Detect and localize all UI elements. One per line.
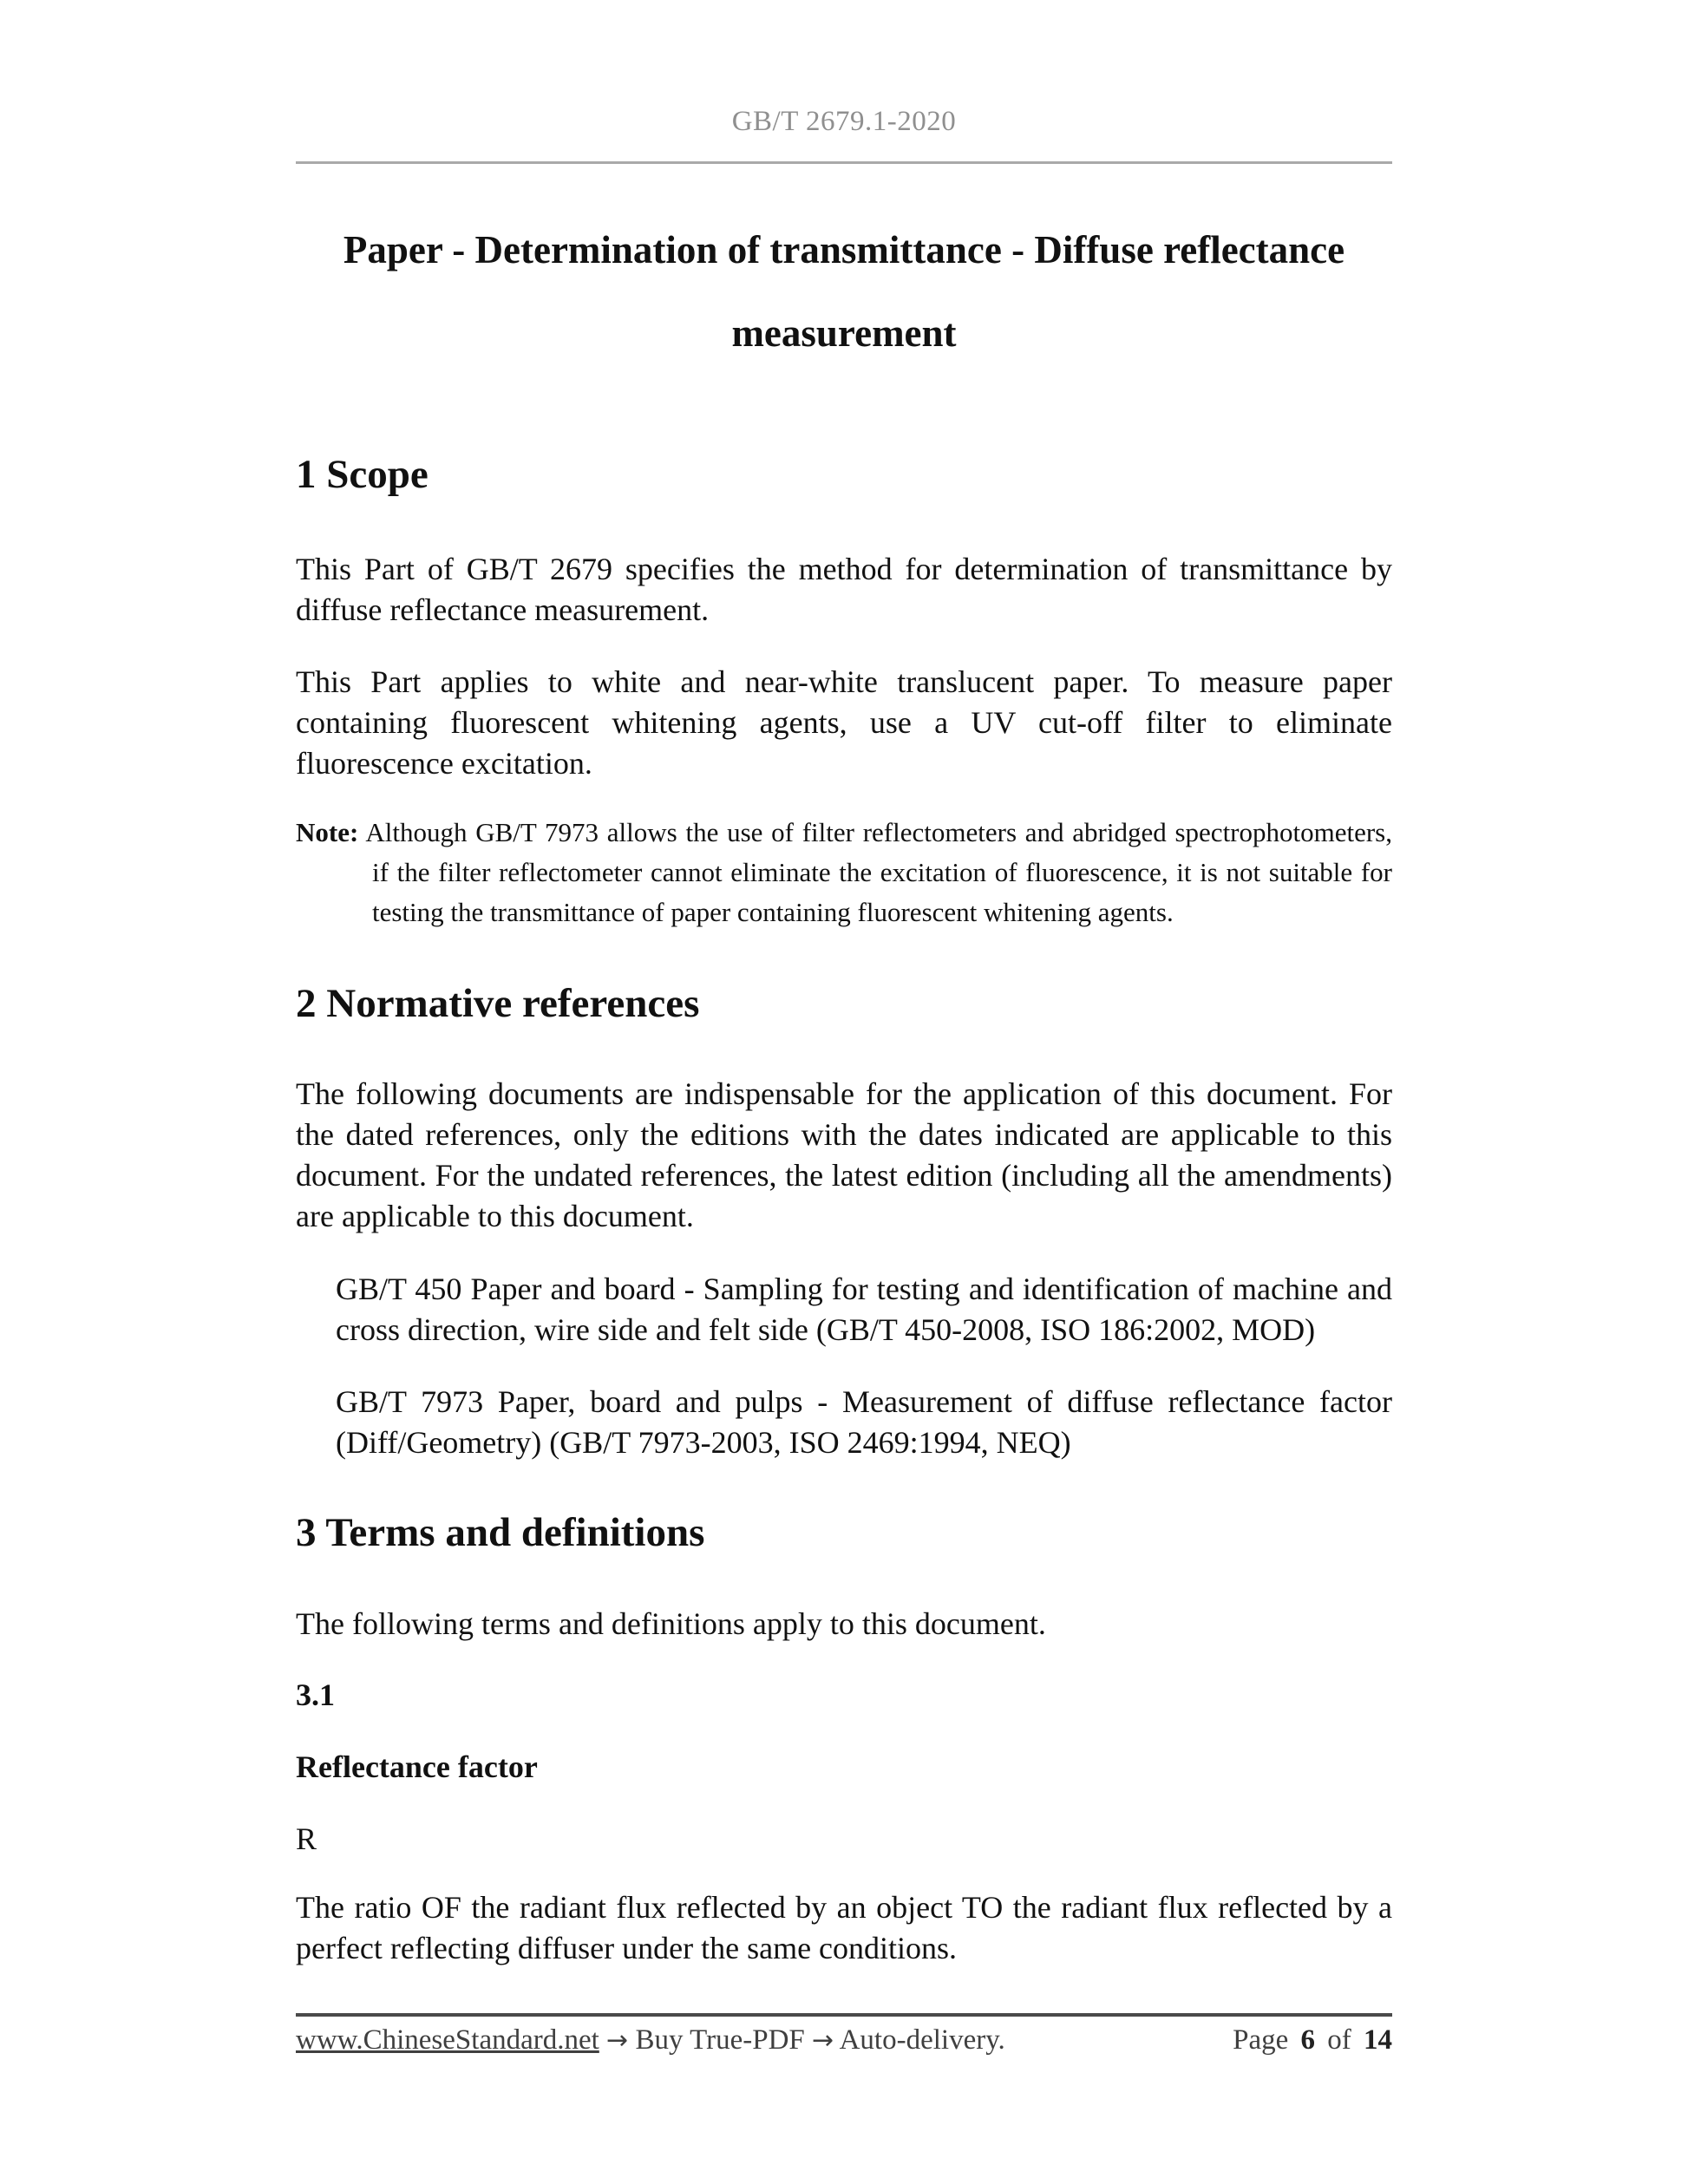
section-heading-normative-references: 2 Normative references xyxy=(296,981,700,1026)
normative-paragraph: The following documents are indispensable for the application of this document. For the dated references, only the editions with the dates indicated are applicable to this document. For the undated references, the latest edition (including all the amendments) are applicable to this document. xyxy=(296,1076,1392,1233)
scope-note xyxy=(296,813,1392,932)
footer-buy-text: Buy True-PDF xyxy=(635,2024,805,2056)
footer-page-indicator xyxy=(1233,2024,1392,2056)
terms-intro: The following terms and definitions apply to this document. xyxy=(296,1606,1046,1641)
arrow-right-icon: → xyxy=(812,2025,834,2056)
page-word: Page xyxy=(1233,2024,1289,2056)
note-label: Note: xyxy=(296,817,359,847)
footer-left xyxy=(296,2024,1005,2056)
footer xyxy=(296,2024,1392,2056)
header-rule xyxy=(296,161,1392,164)
page-total: 14 xyxy=(1364,2024,1392,2056)
document-title: Paper - Determination of transmittance - Diffuse reflectance measurement xyxy=(343,228,1345,355)
of-word: of xyxy=(1327,2024,1351,2056)
header-doc-number: GB/T 2679.1-2020 xyxy=(731,106,957,137)
footer-delivery-text: Auto-delivery. xyxy=(839,2024,1005,2056)
page-content xyxy=(296,0,1392,2184)
section-heading-scope: 1 Scope xyxy=(296,452,429,497)
term-name: Reflectance factor xyxy=(296,1749,538,1784)
term-symbol: R xyxy=(296,1821,317,1856)
scope-paragraph-1: This Part of GB/T 2679 specifies the method for determination of transmittance by diffuse reflectance measurement. xyxy=(296,552,1392,627)
normative-reference-1: GB/T 450 Paper and board - Sampling for testing and identification of machine and cross direction, wire side and felt side (GB/T 450-2008, ISO 186:2002, MOD) xyxy=(336,1272,1392,1347)
footer-site-link[interactable]: www.ChineseStandard.net xyxy=(296,2024,599,2056)
scope-paragraph-2: This Part applies to white and near-white translucent paper. To measure paper containing fluorescent whitening agents, use a UV cut-off filter to eliminate fluorescence excitation. xyxy=(296,664,1392,781)
section-heading-terms: 3 Terms and definitions xyxy=(296,1510,705,1555)
arrow-right-icon: → xyxy=(606,2025,629,2056)
note-text: Although GB/T 7973 allows the use of filter reflectometers and abridged spectrophotometers, if the filter reflectometer cannot eliminate the excitation of fluorescence, it is not suitable for testing the transmittance of paper containing fluorescent whitening agents. xyxy=(365,817,1392,927)
footer-rule xyxy=(296,2013,1392,2017)
page-current: 6 xyxy=(1300,2024,1315,2056)
terms-clause-number: 3.1 xyxy=(296,1677,335,1712)
normative-reference-2: GB/T 7973 Paper, board and pulps - Measurement of diffuse reflectance factor (Diff/Geometry) (GB/T 7973-2003, ISO 2469:1994, NEQ) xyxy=(336,1384,1392,1460)
term-definition: The ratio OF the radiant flux reflected by an object TO the radiant flux reflected by a perfect reflecting diffuser under the same conditions. xyxy=(296,1890,1392,1965)
